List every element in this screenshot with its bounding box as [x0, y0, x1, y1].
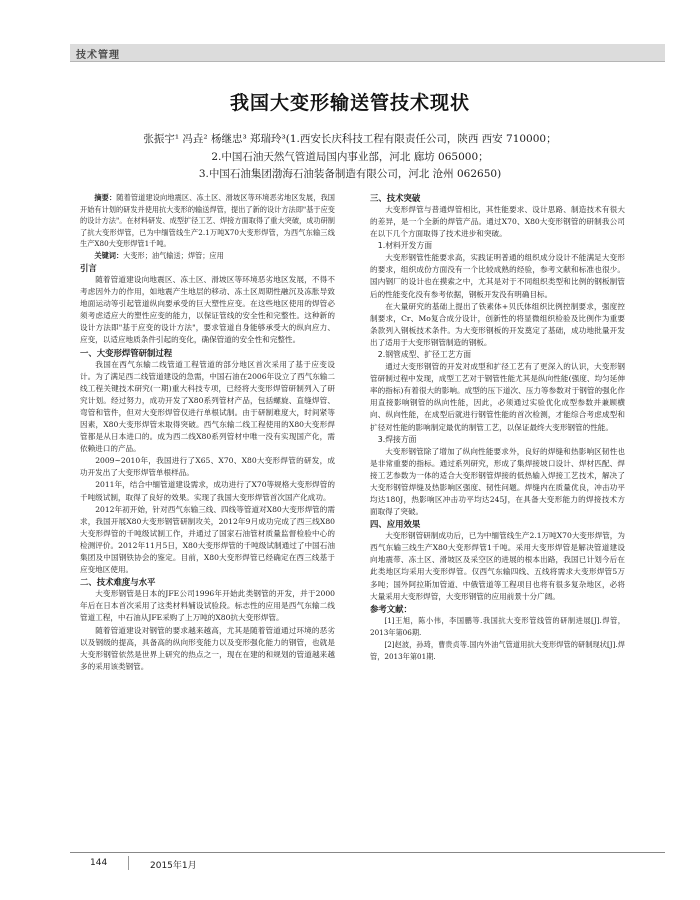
intro-heading: 引言 — [80, 262, 97, 273]
paragraph: 2012年初开始，针对西气东输三线、四线等管道对X80大变形焊管的需求，我国开展X80大变形钢管研制攻关，2012年9月成功完成了西三线X80大变形焊管的千吨级试制工作，并通过了国家石油管材质量监督检验中心的检测评价。2012年11月5日，X80大变形焊管的千吨级试制通过了中国石油集团及中国钢铁协会的鉴定。目前，X80大变形焊管已经确定在西三线基于应变地区使用。 — [80, 504, 335, 575]
footer-divider-line — [70, 852, 665, 853]
subsection-heading: 1.材料开发方面 — [377, 241, 433, 251]
paragraph: 随着管道建设对钢管的要求越来越高，尤其是随着管道通过环境的恶劣以及钢级的提高，具备高的纵向形变能力以及变形强化能力的钢管，也就是大变形钢管依然是世界上研究的热点之一，现在在建的和规划的管道越来越多的采用该类钢管。 — [80, 625, 335, 671]
author-affiliations — [0, 131, 700, 184]
section-heading: 四、应用效果 — [370, 519, 421, 530]
left-column — [80, 192, 335, 673]
abstract-label: 摘要： — [94, 193, 117, 202]
keywords-text: 大变形；油气输送；焊管；应用 — [123, 250, 224, 260]
author-line-2: 2.中国石油天然气管道局国内事业部，河北 廊坊 065000； — [211, 150, 489, 163]
section-heading: 三、技术突破 — [370, 193, 421, 203]
section-label: 技术管理 — [76, 50, 120, 61]
paragraph: 2009~2010年，我国进行了X65、X70、X80大变形焊管的研发，成功开发出了大变形焊管单根样品。 — [80, 456, 335, 478]
reference-item: [1]王旭，陈小伟，李国鹏等.我国抗大变形管线管的研制进展[J].焊管，2013年第06期. — [370, 615, 625, 637]
reference-item: [2]赵波，孙琦，曹贵贞等.国内外油气管道用抗大变形焊管的研制现状[J].焊管，2013年第01期. — [370, 639, 625, 661]
page-number: 144 — [90, 858, 108, 868]
right-column — [370, 192, 625, 663]
article-title: 我国大变形输送管技术现状 — [229, 92, 470, 114]
keywords — [80, 250, 335, 262]
paragraph: 大变形钢管研制成功后，已为中缅管线生产2.1万吨X70大变形焊管，为西气东输三线生产X80大变形焊管1千吨。采用大变形焊管是解决管道建设向地震带、冻土区、滑坡区及采空区的进展的根本出路，我国已计划今后在此类地区均采用大变形焊管。仅西气东输四线、五线将需求大变形焊管5万多吨；国外阿拉斯加管道、中俄管道等工程项目也将有很多复杂地区，必将大量采用大变形焊管，大变形钢管的应用前景十分广阔。 — [370, 531, 625, 601]
paragraph: 大变形焊管与普通焊管相比，其性能要求、设计思路、制造技术有很大的差异，是一个全新的焊管产品。通过X70、X80大变形钢管的研制我公司在以下几个方面取得了技术进步和突破。 — [370, 205, 625, 239]
paragraph: 大变形钢管是日本的JFE公司1996年开始此类钢管的开发，并于2000年后在日本首次采用了这类材料辅设试验段。标志性的应用是西气东输二线管道工程，中石油从JFE采购了上万吨的X80抗大变形焊管。 — [80, 589, 335, 623]
section-header-bar — [70, 44, 665, 62]
issue-date: 2015年1月 — [150, 861, 197, 871]
references-heading: 参考文献： — [370, 603, 412, 614]
author-line-1: 张振宇¹ 冯垚² 杨继忠³ 郑瑞玲³(1.西安长庆科技工程有限责任公司，陕西 西安 710000； — [143, 133, 557, 145]
keywords-label: 关键词： — [94, 250, 124, 260]
author-line-3: 3.中国石油集团渤海石油装备制造有限公司，河北 沧州 062650) — [198, 168, 502, 180]
paragraph: 通过大变形钢管的开发对成型和扩径工艺有了更深入的认识，大变形钢管研制过程中发现，成型工艺对于钢管性能尤其是纵向性能(强度、均匀延伸率的指标)有着很大的影响。成型的压下道次、压力等参数对于钢管的强化作用直接影响钢管的纵向性能，因此，必须通过实验优化成型参数并兼顾横向、纵向性能，在成型后就进行钢管性能的首次检测，才能综合考虑成型和扩径对性能的影响制定最优的制管工艺，以保证最终大变形钢管的性能。 — [370, 362, 625, 432]
abstract — [80, 192, 335, 250]
footer-separator — [128, 856, 129, 870]
paragraph: 大变形钢管性能要求高，实践证明普通的组织成分设计不能满足大变形的要求，组织成份方面没有一个比较成熟的经验，参考文献和标准也很少。国内钢厂的设计也在摸索之中，尤其是对于不同组织类型和比例的钢板制管后的性能变化没有参考依据，钢板开发没有明确目标。 — [370, 253, 625, 299]
subsection-heading: 3.焊接方面 — [377, 434, 417, 444]
paragraph: 大变形钢管除了增加了纵向性能要求外，良好的焊缝和热影响区韧性也是非常重要的指标。通过系列研究，形成了集焊接坡口设计、焊材匹配、焊接工艺参数为一体的适合大变形钢管焊接的低热输入焊接工艺技术，解决了大变形钢管焊缝及热影响区强度、韧性问题。焊缝内在质量优良，冲击功平均达180J，热影响区冲击功平均达245J，在具备大变形能力的焊接技术方面取得了突破。 — [370, 446, 625, 517]
section-heading: 二、技术难度与水平 — [80, 577, 156, 588]
section-heading: 一、大变形焊管研制过程 — [80, 347, 173, 358]
paragraph: 2011年，结合中缅管道建设需求，成功进行了X70等规格大变形焊管的千吨级试制，取得了良好的效果。实现了我国大变形焊管首次国产化成功。 — [80, 480, 335, 502]
paragraph: 随着管道建设向地震区、冻土区、滑坡区等环境恶劣地区发展，不得不考虑因外力的作用，如地震产生地层的移动、冻土区周期性融沉及冻胀导致地面运动等引起管道纵向要承受的巨大塑性应变。在这些地区使用的焊管必须考虑适应大的塑性应变的能力，以保证管线的安全性和完整性。这种新的设计方法即"基于应变的设计方法"，要求管道自身能够承受大的纵向应力、应变，以适应地质条件引起的变化，确保管道的安全性和完整性。 — [80, 274, 335, 345]
subsection-heading: 2.钢管成型、扩径工艺方面 — [377, 350, 472, 360]
abstract-text: 随着管道建设向地震区、冻土区、滑坡区等环境恶劣地区发展，我国开始有计划的研发并使用抗大变形的输送焊管，提出了新的设计方法即"基于应变的设计方法"。在材料研发、成型扩径工艺、焊接方面取得了重大突破，成功研制了抗大变形焊管，已为中缅管线生产2.1万吨X70大变形焊管，为西气东输三线生产X80大变形焊管1千吨。 — [80, 193, 335, 249]
paragraph: 我国在西气东输二线管道工程管道的部分地区首次采用了基于应变设计。为了满足西二线管道建设的急需，中国石油在2006年设立了西气东输二线工程关键技术研究(一期)重大科技专项，已经将大变形焊管研制列入了研究计划。经过努力，成功开发了X80系列管材产品，包括螺旋、直缝焊管、弯管和管件，但对大变形焊管仅进行单根试制。由于研制难度大，时间紧等因素，X80大变形焊管未取得突破。西气东输二线工程使用的X80大变形焊管都是从日本进口的。成为西二线X80系列管材中唯一没有实现国产化，需依赖进口的产品。 — [80, 359, 335, 454]
paragraph: 在大量研究的基础上提出了铁素体+贝氏体组织比例控制要求，强度控制要求，Cr、Mo复合成分设计，创新性的将显微组织检验及比例作为重要条款列入钢板技术条件。为大变形钢板的开发奠定了基础，成功地批量开发出了适用于大变形钢管制造的钢板。 — [370, 301, 625, 347]
